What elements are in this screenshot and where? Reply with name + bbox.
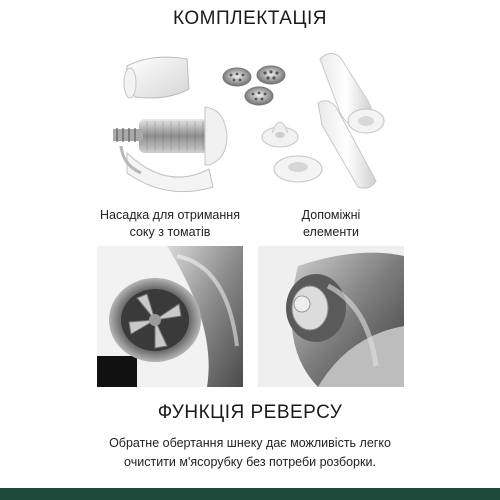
reverse-description-line2: очистити м'ясорубку без потреби розборки. [124, 455, 376, 469]
reverse-closeup-photo [258, 246, 404, 387]
juicer-caption-line2: соку з томатів [129, 225, 211, 239]
reverse-description [40, 434, 460, 472]
parts-caption-line1: Допоміжні [301, 208, 361, 222]
parts-caption-line2: елементи [303, 225, 359, 239]
juicer-caption-line1: Насадка для отримання [100, 208, 240, 222]
grinder-plates-icon [215, 60, 295, 110]
reverse-description-line1: Обратне обертання шнеку дає можливість легко [109, 436, 391, 450]
parts-caption [255, 207, 407, 241]
footer-bar [0, 488, 500, 500]
grinder-head-photo [97, 246, 243, 387]
reverse-function-title: ФУНКЦІЯ РЕВЕРСУ [157, 402, 343, 423]
juicer-caption [80, 207, 260, 241]
page-title: КОМПЛЕКТАЦІЯ [172, 8, 328, 29]
